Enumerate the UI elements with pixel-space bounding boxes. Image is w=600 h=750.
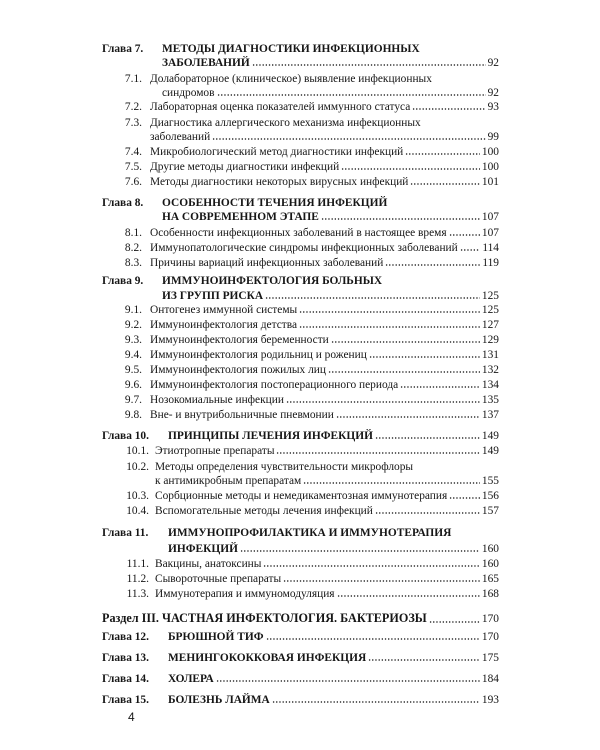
dot-leader	[299, 326, 480, 328]
page-number: 149	[481, 430, 499, 442]
toc-entry-chapter-15	[168, 694, 499, 706]
dot-leader	[460, 249, 481, 251]
section-number: 7.3.	[124, 117, 142, 129]
section-title: заболеваний	[150, 131, 211, 143]
page-number: 149	[481, 445, 499, 457]
page-number: 135	[481, 394, 499, 406]
toc-entry-8-3	[150, 257, 499, 269]
section-number: 8.3.	[124, 257, 142, 269]
section-title: Другие методы диагностики инфекций	[150, 161, 340, 173]
section-number: 9.2.	[124, 319, 142, 331]
dot-leader	[385, 264, 480, 266]
section-number: 10.4.	[126, 505, 149, 517]
page-number: 127	[481, 319, 499, 331]
page-number: 131	[481, 349, 499, 361]
section-title: Иммуноинфектология пожилых лиц	[150, 364, 326, 376]
dot-leader	[240, 550, 480, 552]
section-number: 9.6.	[124, 379, 142, 391]
page-number: 184	[481, 673, 499, 685]
section-number: 11.3.	[126, 588, 149, 600]
section-title: Иммуноинфектология родильниц и рожениц	[150, 349, 367, 361]
section-number: 11.1.	[126, 558, 149, 570]
chapter-14-title: ХОЛЕРА	[168, 673, 214, 685]
chapter-11-title-line1: ИММУНОПРОФИЛАКТИКА И ИММУНОТЕРАПИЯ	[168, 527, 452, 539]
chapter-12-label: Глава 12.	[102, 631, 149, 643]
chapter-10-title: ПРИНЦИПЫ ЛЕЧЕНИЯ ИНФЕКЦИЙ	[168, 430, 373, 442]
toc-entry-chapter-8	[162, 211, 499, 223]
chapter-13-label: Глава 13.	[102, 652, 149, 664]
toc-entry-9-5	[150, 364, 499, 376]
section-number: 7.6.	[124, 176, 142, 188]
dot-leader	[369, 356, 480, 358]
section-number: 9.5.	[124, 364, 142, 376]
section-number: 9.7.	[124, 394, 142, 406]
toc-entry-7-3	[150, 131, 499, 143]
toc-entry-chapter-7	[162, 57, 499, 69]
toc-entry-9-6	[150, 379, 499, 391]
chapter-15-title: БОЛЕЗНЬ ЛАЙМА	[168, 694, 270, 706]
page-number: 101	[481, 176, 499, 188]
dot-leader	[217, 94, 486, 96]
dot-leader	[331, 341, 480, 343]
chapter-8-title-line1: ОСОБЕННОСТИ ТЕЧЕНИЯ ИНФЕКЦИЙ	[162, 197, 388, 209]
page-number: 170	[481, 613, 499, 625]
toc-entry-11-2	[155, 573, 499, 585]
page-number: 160	[481, 558, 499, 570]
dot-leader	[412, 108, 485, 110]
dot-leader	[321, 218, 480, 220]
dot-leader	[429, 621, 480, 623]
section-number: 7.4.	[124, 146, 142, 158]
section-number: 8.2.	[124, 242, 142, 254]
section-title-line1: Долабораторное (клиническое) выявление инфекционных	[150, 73, 432, 85]
section-title: Иммунотерапия и иммуномодуляция	[155, 588, 335, 600]
chapter-12-title: БРЮШНОЙ ТИФ	[168, 631, 264, 643]
dot-leader	[212, 138, 485, 140]
toc-entry-chapter-14	[168, 673, 499, 685]
toc-entry-11-1	[155, 558, 499, 570]
page-number: 100	[481, 161, 499, 173]
dot-leader	[328, 371, 480, 373]
section-number: 9.4.	[124, 349, 142, 361]
toc-entry-10-3	[155, 490, 499, 502]
section-number: 7.5.	[124, 161, 142, 173]
page-number-footer: 4	[128, 710, 135, 724]
section-title: Лабораторная оценка показателей иммунного статуса	[150, 101, 411, 113]
toc-entry-chapter-13	[168, 652, 499, 664]
page-number: 99	[487, 131, 499, 143]
section-title: Иммуноинфектология постоперационного периода	[150, 379, 399, 391]
section-title: к антимикробным препаратам	[155, 475, 302, 487]
toc-entry-9-1	[150, 304, 499, 316]
chapter-7-title-line2: ЗАБОЛЕВАНИЙ	[162, 57, 250, 69]
section-title: Этиотропные препараты	[155, 445, 275, 457]
section-title: Иммунопатологические синдромы инфекционных заболеваний	[150, 242, 458, 254]
page-number: 175	[481, 652, 499, 664]
section-number: 9.8.	[124, 409, 142, 421]
page-number: 119	[482, 257, 499, 269]
dot-leader	[449, 497, 480, 499]
toc-entry-chapter-11	[168, 543, 499, 555]
toc-entry-9-8	[150, 409, 499, 421]
dot-leader	[252, 64, 486, 66]
section-title-line1: Диагностика аллергического механизма инфекционных	[150, 117, 421, 129]
toc-entry-chapter-9	[162, 290, 499, 302]
section-number: 7.1.	[124, 73, 142, 85]
dot-leader	[405, 153, 480, 155]
section-number: 10.3.	[126, 490, 149, 502]
page-number: 107	[481, 227, 499, 239]
chapter-15-label: Глава 15.	[102, 694, 149, 706]
dot-leader	[336, 416, 480, 418]
dot-leader	[375, 512, 480, 514]
page-number: 114	[482, 242, 499, 254]
section-title: Иммуноинфектология детства	[150, 319, 298, 331]
section-title: Микробиологический метод диагностики инфекций	[150, 146, 404, 158]
dot-leader	[375, 437, 480, 439]
page-number: 168	[481, 588, 499, 600]
page-number: 125	[481, 290, 499, 302]
section-number: 10.2.	[126, 461, 149, 473]
page-number: 156	[481, 490, 499, 502]
part-3-title: Раздел III. ЧАСТНАЯ ИНФЕКТОЛОГИЯ. БАКТЕРИОЗЫ	[102, 611, 427, 625]
dot-leader	[283, 580, 480, 582]
dot-leader	[276, 452, 479, 454]
page-number: 132	[481, 364, 499, 376]
dot-leader	[299, 311, 480, 313]
section-title: Онтогенез иммунной системы	[150, 304, 298, 316]
toc-entry-7-1	[162, 87, 499, 99]
toc-entry-7-4	[150, 146, 499, 158]
page-number: 92	[487, 57, 499, 69]
chapter-9-label: Глава 9.	[102, 275, 144, 287]
page-number: 193	[481, 694, 499, 706]
section-title: Сорбционные методы и немедикаментозная иммунотерапия	[155, 490, 448, 502]
dot-leader	[265, 297, 480, 299]
toc-entry-part-3	[102, 611, 499, 626]
section-number: 8.1.	[124, 227, 142, 239]
page-number: 125	[481, 304, 499, 316]
toc-entry-7-5	[150, 161, 499, 173]
dot-leader	[400, 386, 480, 388]
page-number: 134	[481, 379, 499, 391]
dot-leader	[272, 701, 480, 703]
page-number: 129	[481, 334, 499, 346]
section-number: 7.2.	[124, 101, 142, 113]
section-title: Причины вариаций инфекционных заболеваний	[150, 257, 384, 269]
toc-entry-7-2	[150, 101, 499, 113]
page-number: 93	[487, 101, 499, 113]
toc-entry-9-7	[150, 394, 499, 406]
dot-leader	[337, 595, 480, 597]
page-number: 170	[481, 631, 499, 643]
section-title: Иммуноинфектология беременности	[150, 334, 329, 346]
dot-leader	[341, 168, 480, 170]
toc-entry-chapter-10	[168, 430, 499, 442]
toc-entry-chapter-12	[168, 631, 499, 643]
section-number: 10.1.	[126, 445, 149, 457]
chapter-7-label: Глава 7.	[102, 43, 144, 55]
dot-leader	[368, 659, 480, 661]
section-title: синдромов	[162, 87, 215, 99]
dot-leader	[266, 638, 480, 640]
dot-leader	[449, 234, 480, 236]
dot-leader	[216, 680, 480, 682]
section-title: Особенности инфекционных заболеваний в настоящее время	[150, 227, 447, 239]
toc-entry-7-6	[150, 176, 499, 188]
chapter-9-title-line1: ИММУНОИНФЕКТОЛОГИЯ БОЛЬНЫХ	[162, 275, 383, 287]
chapter-8-label: Глава 8.	[102, 197, 144, 209]
chapter-11-title-line2: ИНФЕКЦИЙ	[168, 543, 238, 555]
section-title: Сывороточные препараты	[155, 573, 282, 585]
chapter-10-label: Глава 10.	[102, 430, 149, 442]
page-number: 165	[481, 573, 499, 585]
toc-entry-9-2	[150, 319, 499, 331]
dot-leader	[410, 183, 480, 185]
chapter-7-title-line1: МЕТОДЫ ДИАГНОСТИКИ ИНФЕКЦИОННЫХ	[162, 43, 420, 55]
page-number: 137	[481, 409, 499, 421]
page-number: 107	[481, 211, 499, 223]
page-number: 155	[481, 475, 499, 487]
dot-leader	[303, 482, 480, 484]
page-number: 160	[481, 543, 499, 555]
toc-entry-10-4	[155, 505, 499, 517]
chapter-14-label: Глава 14.	[102, 673, 149, 685]
toc-entry-10-2	[155, 475, 499, 487]
dot-leader	[263, 565, 479, 567]
section-title: Нозокомиальные инфекции	[150, 394, 284, 406]
toc-entry-9-4	[150, 349, 499, 361]
section-number: 9.1.	[124, 304, 142, 316]
chapter-9-title-line2: ИЗ ГРУПП РИСКА	[162, 290, 264, 302]
section-title: Вспомогательные методы лечения инфекций	[155, 505, 373, 517]
page-number: 100	[481, 146, 499, 158]
chapter-11-label: Глава 11.	[102, 527, 149, 539]
chapter-13-title: МЕНИНГОКОККОВАЯ ИНФЕКЦИЯ	[168, 652, 367, 664]
chapter-8-title-line2: НА СОВРЕМЕННОМ ЭТАПЕ	[162, 211, 319, 223]
section-number: 9.3.	[124, 334, 142, 346]
section-number: 11.2.	[126, 573, 149, 585]
section-title: Вне- и внутрибольничные пневмонии	[150, 409, 334, 421]
toc-entry-9-3	[150, 334, 499, 346]
toc-entry-11-3	[155, 588, 499, 600]
page-number: 92	[487, 87, 499, 99]
toc-entry-8-2	[150, 242, 499, 254]
toc-entry-8-1	[150, 227, 499, 239]
toc-entry-10-1	[155, 445, 499, 457]
section-title: Методы диагностики некоторых вирусных инфекций	[150, 176, 409, 188]
page-number: 157	[481, 505, 499, 517]
section-title-line1: Методы определения чувствительности микрофлоры	[155, 461, 414, 473]
section-title: Вакцины, анатоксины	[155, 558, 262, 570]
dot-leader	[286, 401, 480, 403]
